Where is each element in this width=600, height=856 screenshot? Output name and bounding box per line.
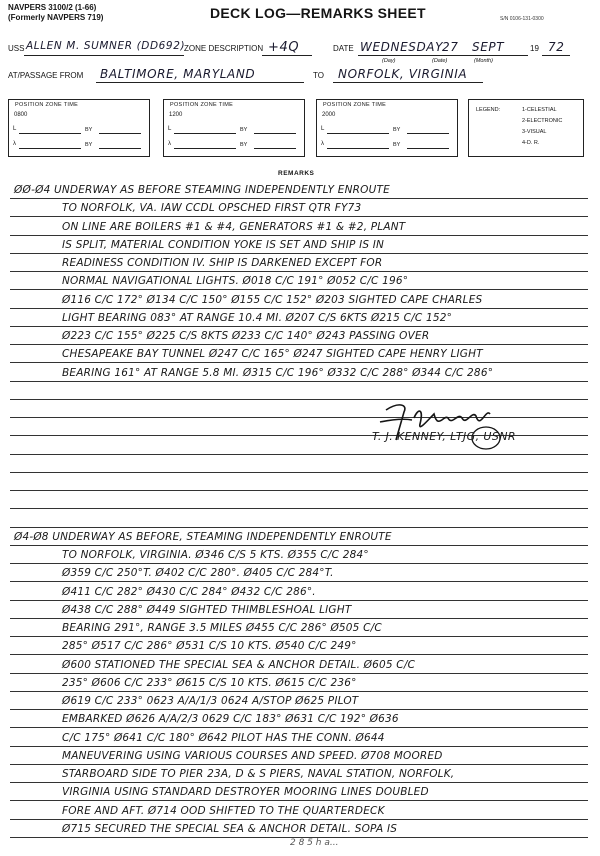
ruled-line: [10, 344, 588, 345]
remarks-line: CHESAPEAKE BAY TUNNEL Ø247 C/C 165° Ø247 SIGHTED CAPE HENRY LIGHT: [62, 348, 483, 361]
legend-item: 2-ELECTRONIC: [522, 118, 563, 124]
ruled-line: [10, 600, 588, 601]
remarks-line: Ø600 STATIONED THE SPECIAL SEA & ANCHOR DETAIL. Ø605 C/C: [62, 658, 416, 671]
by-label: BY: [393, 127, 401, 133]
position-box-header: POSITION ZONE TIME: [170, 102, 234, 108]
ruled-line: [10, 198, 588, 199]
remarks-line: Ø619 C/C 233° 0623 A/A/1/3 0624 A/STOP Ø625 PILOT: [62, 695, 359, 707]
lat-line: [19, 133, 81, 134]
remarks-line: TO NORFOLK, VIRGINIA. Ø346 C/S 5 KTS. Ø355 C/C 284°: [62, 549, 369, 561]
day-sub-label: (Day): [382, 58, 396, 64]
passage-to: NORFOLK, VIRGINIA: [338, 67, 468, 81]
by-label: BY: [240, 142, 248, 148]
zone-label: ZONE DESCRIPTION: [184, 44, 264, 53]
ruled-line: [10, 746, 588, 747]
lat-line: [174, 133, 236, 134]
lon-line: [327, 148, 389, 149]
legend-box: [468, 99, 584, 157]
date-value: 27: [442, 40, 459, 54]
form-id-line2: (Formerly NAVPERS 719): [8, 13, 104, 22]
day-value: WEDNESDAY: [360, 40, 444, 54]
by-label: BY: [240, 127, 248, 133]
form-id: [8, 3, 103, 23]
passage-from-underline: [96, 82, 304, 83]
remarks-line: Ø4-Ø8 UNDERWAY AS BEFORE, STEAMING INDEPENDENTLY ENROUTE: [14, 530, 392, 543]
passage-label: AT/PASSAGE FROM: [8, 71, 84, 80]
by-line: [254, 133, 296, 134]
passage-from: BALTIMORE, MARYLAND: [100, 67, 256, 81]
zone-value: +4Q: [268, 40, 300, 55]
ruled-line: [10, 581, 588, 582]
remarks-line: EMBARKED Ø626 A/A/2/3 0629 C/C 183° Ø631 C/C 192° Ø636: [62, 713, 399, 726]
ruled-line: [10, 271, 588, 272]
remarks-line: 235° Ø606 C/C 233° Ø615 C/S 10 KTS. Ø615 C/C 236°: [62, 676, 357, 689]
remarks-line: BEARING 161° AT RANGE 5.8 MI. Ø315 C/C 196° Ø332 C/C 288° Ø344 C/C 286°: [62, 366, 494, 379]
date-underline: [358, 55, 528, 56]
page-title: DECK LOG—REMARKS SHEET: [210, 5, 426, 21]
ruled-line: [10, 527, 588, 528]
ruled-line: [10, 636, 588, 637]
by-line: [99, 133, 141, 134]
remarks-line: ON LINE ARE BOILERS #1 & #4, GENERATORS #1 & #2, PLANT: [62, 220, 406, 233]
passage-to-underline: [333, 82, 483, 83]
to-label: TO: [313, 71, 324, 80]
ruled-line: [10, 618, 588, 619]
signature-name: T. J. KENNEY, LTJG, USNR: [372, 430, 516, 443]
remarks-line: Ø116 C/C 172° Ø134 C/C 150° Ø155 C/C 152° Ø203 SIGHTED CAPE CHARLES: [62, 293, 483, 306]
ruled-line: [10, 490, 588, 491]
ruled-line: [10, 326, 588, 327]
ruled-line: [10, 782, 588, 783]
ruled-line: [10, 362, 588, 363]
ruled-line: [10, 235, 588, 236]
position-box-1200: [163, 99, 305, 157]
lon-line: [174, 148, 236, 149]
remarks-line: VIRGINIA USING STANDARD DESTROYER MOORING LINES DOUBLED: [62, 786, 429, 799]
ruled-line: [10, 289, 588, 290]
ruled-line: [10, 709, 588, 710]
remarks-line: MANEUVERING USING VARIOUS COURSES AND SPEED. Ø708 MOORED: [62, 749, 443, 762]
position-time: 0800: [14, 112, 28, 118]
position-box-2000: [316, 99, 458, 157]
by-label: BY: [85, 142, 93, 148]
by-line: [99, 148, 141, 149]
ruled-line: [10, 727, 588, 728]
by-line: [407, 148, 449, 149]
year-underline: [542, 55, 570, 56]
ruled-line: [10, 472, 588, 473]
ruled-line: [10, 308, 588, 309]
lon-label: λ: [13, 141, 16, 147]
month-sub-label: (Month): [474, 58, 493, 64]
remarks-line: Ø223 C/C 155° Ø225 C/S 8KTS Ø233 C/C 140° Ø243 PASSING OVER: [62, 330, 430, 342]
uss-value: ALLEN M. SUMNER (DD692): [26, 40, 186, 52]
legend-item: 4-D. R.: [522, 140, 540, 146]
ruled-line: [10, 216, 588, 217]
lon-label: λ: [168, 141, 171, 147]
position-time: 1200: [169, 112, 183, 118]
date-label: DATE: [333, 44, 354, 53]
remarks-line: BEARING 291°, RANGE 3.5 MILES Ø455 C/C 286° Ø505 C/C: [62, 622, 382, 634]
remarks-line: IS SPLIT, MATERIAL CONDITION YOKE IS SET AND SHIP IS IN: [62, 238, 385, 251]
stock-number: S/N 0106-131-0300: [500, 16, 544, 22]
remarks-line: Ø411 C/C 282° Ø430 C/C 284° Ø432 C/C 286°.: [62, 585, 316, 598]
remarks-line: TO NORFOLK, VA. IAW CCDL OPSCHED FIRST QTR FY73: [62, 202, 362, 215]
remarks-line: 285° Ø517 C/C 286° Ø531 C/S 10 KTS. Ø540 C/C 249°: [62, 640, 357, 653]
remarks-line: Ø438 C/C 288° Ø449 SIGHTED THIMBLESHOAL LIGHT: [62, 603, 352, 616]
remarks-line: Ø359 C/C 250°T. Ø402 C/C 280°. Ø405 C/C 284°T.: [62, 567, 334, 580]
legend-title: LEGEND:: [476, 107, 501, 113]
ruled-line: [10, 673, 588, 674]
remarks-line: NORMAL NAVIGATIONAL LIGHTS. Ø018 C/C 191° Ø052 C/C 196°: [62, 275, 409, 288]
ruled-line: [10, 691, 588, 692]
remarks-line: STARBOARD SIDE TO PIER 23A, D & S PIERS, NAVAL STATION, NORFOLK,: [62, 768, 455, 780]
year-prefix: 19: [530, 44, 539, 53]
position-box-header: POSITION ZONE TIME: [323, 102, 387, 108]
ruled-line: [10, 381, 588, 382]
uss-label: USS: [8, 44, 25, 53]
ruled-line: [10, 563, 588, 564]
remarks-line: ØØ-Ø4 UNDERWAY AS BEFORE STEAMING INDEPENDENTLY ENROUTE: [14, 184, 390, 196]
lat-label: L: [168, 126, 172, 132]
position-box-header: POSITION ZONE TIME: [15, 102, 79, 108]
remarks-line: C/C 175° Ø641 C/C 180° Ø642 PILOT HAS THE CONN. Ø644: [62, 731, 385, 744]
by-label: BY: [85, 127, 93, 133]
by-label: BY: [393, 142, 401, 148]
form-id-line1: NAVPERS 3100/2 (1-66): [8, 3, 97, 12]
remarks-line: FORE AND AFT. Ø714 OOD SHIFTED TO THE QUARTERDECK: [62, 804, 385, 817]
ruled-line: [10, 253, 588, 254]
remarks-line: Ø715 SECURED THE SPECIAL SEA & ANCHOR DETAIL. SOPA IS: [62, 822, 398, 835]
lat-label: L: [13, 126, 17, 132]
ruled-line: [10, 800, 588, 801]
by-line: [254, 148, 296, 149]
uss-underline: [24, 55, 184, 56]
ruled-line: [10, 819, 588, 820]
zone-underline: [262, 55, 312, 56]
position-box-0800: [8, 99, 150, 157]
by-line: [407, 133, 449, 134]
lat-line: [327, 133, 389, 134]
year-value: 72: [548, 40, 565, 54]
ruled-line: [10, 545, 588, 546]
lon-line: [19, 148, 81, 149]
month-value: SEPT: [472, 40, 505, 54]
lat-label: L: [321, 126, 325, 132]
ruled-line: [10, 454, 588, 455]
remarks-line: READINESS CONDITION IV. SHIP IS DARKENED EXCEPT FOR: [62, 257, 383, 269]
lon-label: λ: [321, 141, 324, 147]
legend-item: 1-CELESTIAL: [522, 107, 557, 113]
date-sub-label: (Date): [432, 58, 448, 64]
remarks-line: LIGHT BEARING 083° AT RANGE 10.4 MI. Ø207 C/S 6KTS Ø215 C/C 152°: [62, 311, 453, 324]
legend-item: 3-VISUAL: [522, 129, 547, 135]
ruled-line: [10, 764, 588, 765]
footer-text: 2 8 5 h a...: [290, 838, 339, 848]
remarks-label: REMARKS: [278, 170, 315, 177]
ruled-line: [10, 654, 588, 655]
ruled-line: [10, 508, 588, 509]
position-time: 2000: [322, 112, 336, 118]
